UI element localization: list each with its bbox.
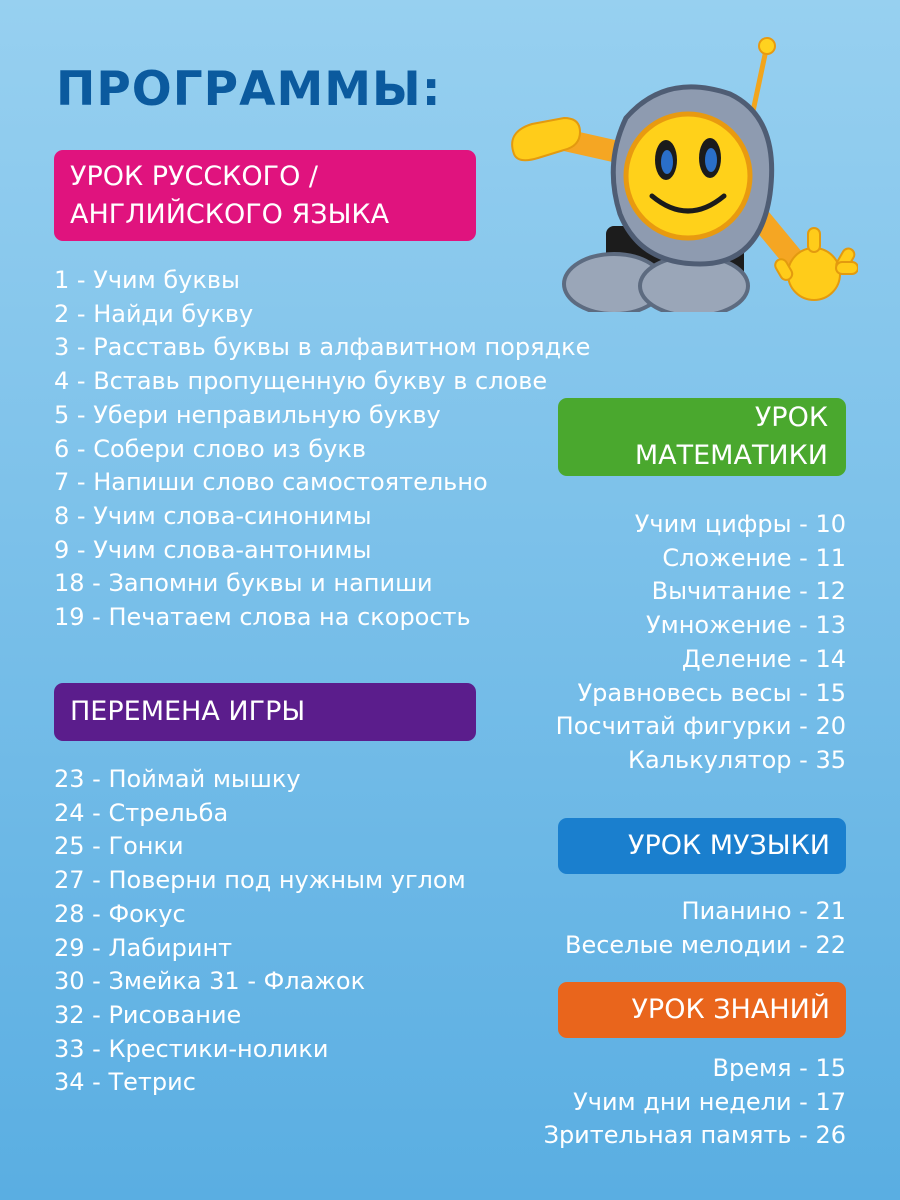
list-item: Время - 15 bbox=[712, 1054, 846, 1082]
heading-label: ПЕРЕМЕНА ИГРЫ bbox=[70, 696, 306, 727]
list-item: 1 - Учим буквы bbox=[54, 266, 240, 294]
list-item: 3 - Расставь буквы в алфавитном порядке bbox=[54, 333, 591, 362]
list-item: 23 - Поймай мышку bbox=[54, 765, 301, 793]
list-item: Пианино - 21 bbox=[681, 897, 846, 925]
music-program-list bbox=[565, 895, 846, 962]
list-item: Деление - 14 bbox=[681, 644, 846, 673]
list-item: Учим цифры - 10 bbox=[634, 510, 846, 538]
heading-line-1: УРОК РУССКОГО / bbox=[70, 160, 318, 192]
heading-line-2: МАТЕМАТИКИ bbox=[634, 440, 828, 471]
list-item: 9 - Учим слова-антонимы bbox=[54, 535, 372, 564]
list-item: 4 - Вставь пропущенную букву в слове bbox=[54, 367, 548, 396]
section-heading-math bbox=[558, 398, 846, 476]
list-item: 32 - Рисование bbox=[54, 1000, 242, 1029]
heading-label: УРОК МУЗЫКИ bbox=[628, 830, 830, 861]
math-program-list bbox=[556, 508, 846, 778]
list-item: 5 - Убери неправильную букву bbox=[54, 400, 441, 429]
list-item: 24 - Стрельба bbox=[54, 798, 229, 827]
knowledge-program-list bbox=[544, 1052, 846, 1153]
list-item: 28 - Фокус bbox=[54, 899, 186, 928]
list-item: Посчитай фигурки - 20 bbox=[555, 712, 846, 741]
list-item: 29 - Лабиринт bbox=[54, 933, 233, 962]
list-item: 6 - Собери слово из букв bbox=[54, 434, 366, 463]
heading-line-2: АНГЛИЙСКОГО ЯЗЫКА bbox=[70, 198, 390, 230]
heading-label: УРОК ЗНАНИЙ bbox=[631, 994, 830, 1025]
list-item: 27 - Поверни под нужным углом bbox=[54, 866, 466, 895]
list-item: Учим дни недели - 17 bbox=[573, 1087, 846, 1116]
list-item: 30 - Змейка 31 - Флажок bbox=[54, 967, 366, 996]
section-heading-russian-english bbox=[54, 150, 476, 241]
list-item: Калькулятор - 35 bbox=[627, 745, 846, 774]
section-heading-break-games bbox=[54, 683, 476, 741]
list-item: Сложение - 11 bbox=[662, 543, 846, 572]
list-item: Вычитание - 12 bbox=[651, 577, 846, 606]
list-item: Зрительная память - 26 bbox=[543, 1121, 846, 1150]
break-games-list bbox=[54, 763, 466, 1100]
page-title: ПРОГРАММЫ: bbox=[56, 62, 442, 117]
russian-english-program-list bbox=[54, 264, 590, 635]
list-item: 18 - Запомни буквы и напиши bbox=[54, 569, 433, 598]
section-heading-music bbox=[558, 818, 846, 874]
list-item: 33 - Крестики-нолики bbox=[54, 1034, 329, 1063]
list-item: 2 - Найди букву bbox=[54, 299, 254, 328]
list-item: 34 - Тетрис bbox=[54, 1068, 196, 1097]
section-heading-knowledge bbox=[558, 982, 846, 1038]
list-item: Умножение - 13 bbox=[645, 611, 846, 640]
list-item: 7 - Напиши слово самостоятельно bbox=[54, 468, 488, 497]
list-item: 25 - Гонки bbox=[54, 832, 184, 861]
list-item: 19 - Печатаем слова на скорость bbox=[54, 603, 471, 632]
list-item: Уравновесь весы - 15 bbox=[577, 678, 846, 707]
list-item: 8 - Учим слова-синонимы bbox=[54, 501, 372, 530]
heading-line-1: УРОК bbox=[754, 402, 828, 433]
list-item: Веселые мелодии - 22 bbox=[564, 930, 846, 959]
